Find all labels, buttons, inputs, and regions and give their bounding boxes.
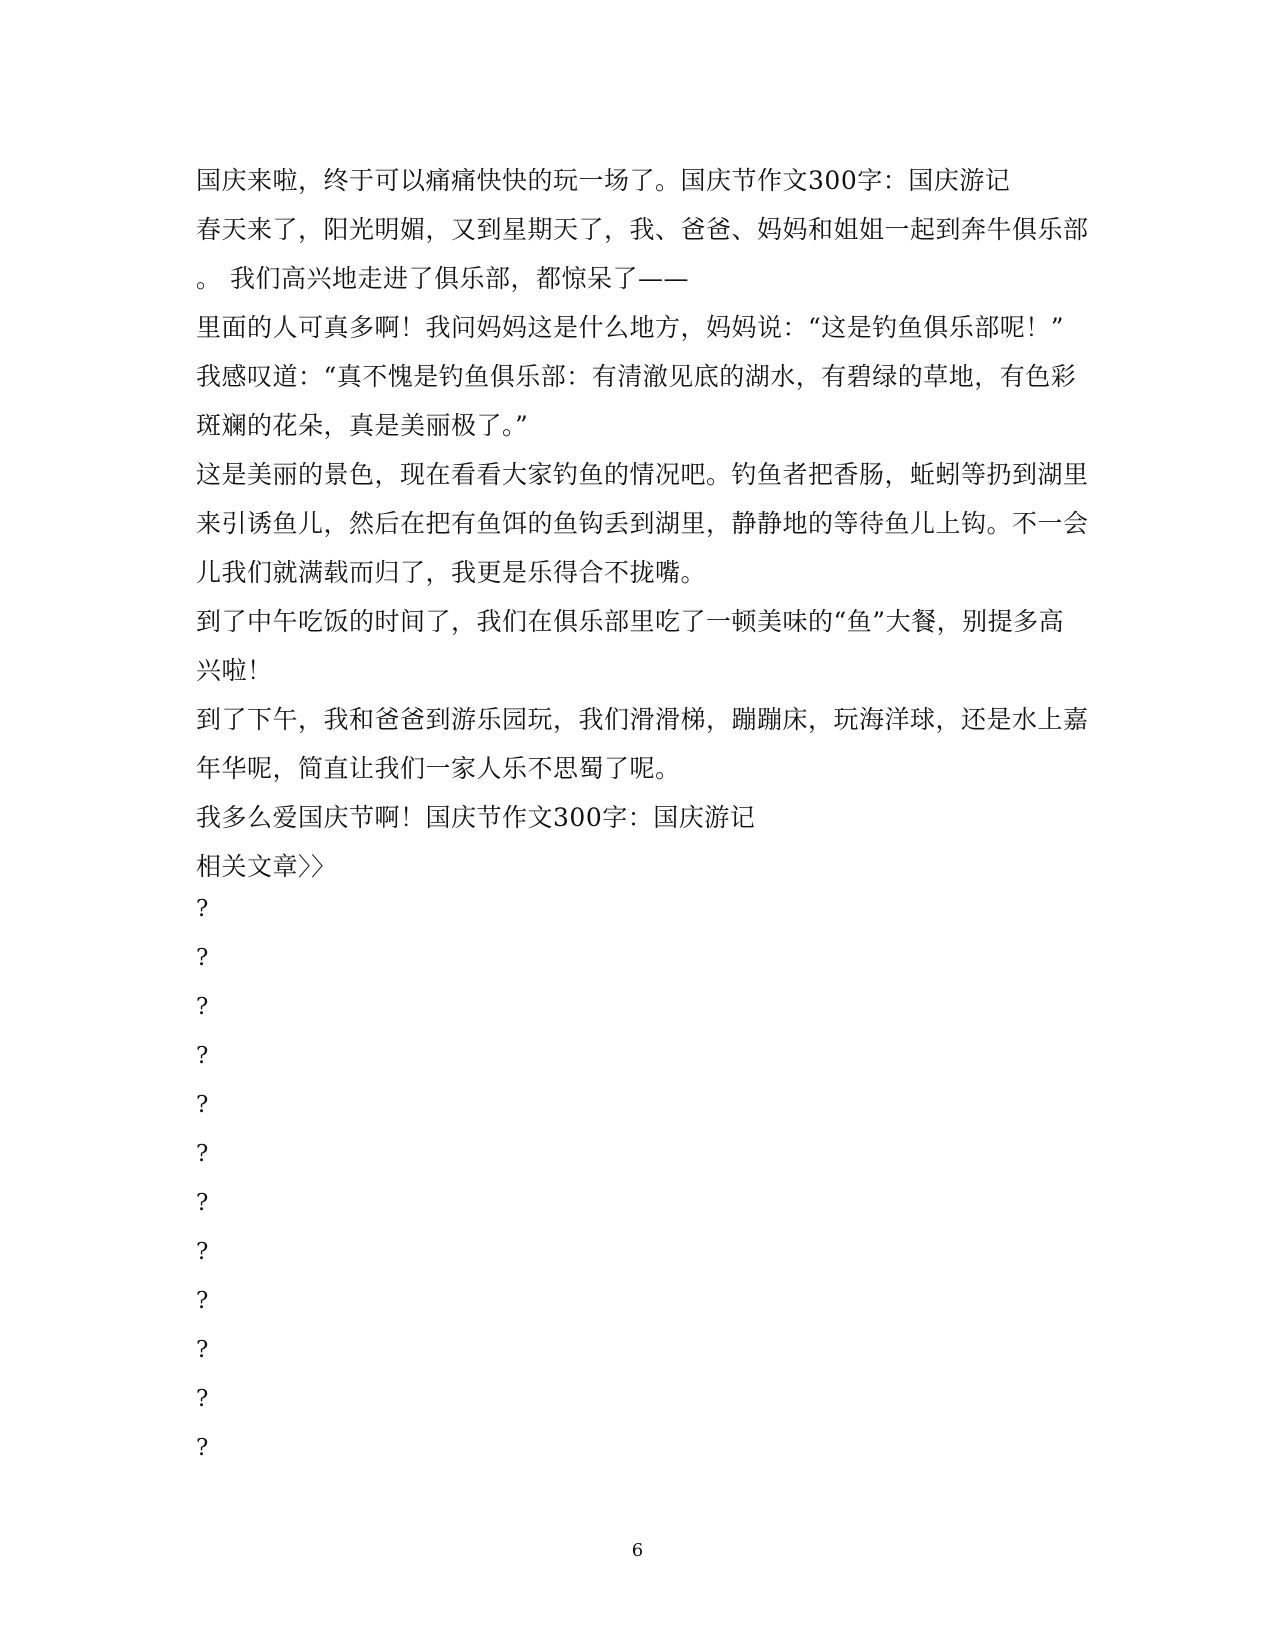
text-line: 我感叹道：“真不愧是钓鱼俱乐部：有清澈见底的湖水，有碧绿的草地，有色彩 <box>196 362 1077 391</box>
text-line: 斑斓的花朵，真是美丽极了。” <box>196 411 529 440</box>
text-line: 我多么爱国庆节啊！国庆节作文300字：国庆游记 <box>196 803 756 832</box>
text-line: 国庆来啦，终于可以痛痛快快的玩一场了。国庆节作文300字：国庆游记 <box>196 166 1011 195</box>
related-article-item[interactable]: ? <box>196 1435 209 1461</box>
text-line: 里面的人可真多啊！我问妈妈这是什么地方，妈妈说：“这是钓鱼俱乐部呢！” <box>196 313 1065 342</box>
related-article-item[interactable]: ? <box>196 1239 209 1265</box>
text-line: 年华呢，简直让我们一家人乐不思蜀了呢。 <box>196 754 681 783</box>
related-article-item[interactable]: ? <box>196 1092 209 1118</box>
related-article-item[interactable]: ? <box>196 1288 209 1314</box>
related-article-item[interactable]: ? <box>196 1190 209 1216</box>
text-line: 儿我们就满载而归了，我更是乐得合不拢嘴。 <box>196 558 707 587</box>
text-line: 到了中午吃饭的时间了，我们在俱乐部里吃了一顿美味的“鱼”大餐，别提多高 <box>196 607 1065 636</box>
related-article-item[interactable]: ? <box>196 945 209 971</box>
related-articles-heading: 相关文章〉〉 <box>196 852 337 881</box>
related-article-item[interactable]: ? <box>196 1043 209 1069</box>
related-articles-list <box>196 885 296 1473</box>
article-body <box>196 156 1089 891</box>
related-article-item[interactable]: ? <box>196 1337 209 1363</box>
related-article-item[interactable]: ? <box>196 1386 209 1412</box>
text-line: 兴啦！ <box>196 656 273 685</box>
text-line: 到了下午，我和爸爸到游乐园玩，我们滑滑梯，蹦蹦床，玩海洋球，还是水上嘉 <box>196 705 1089 734</box>
related-article-item[interactable]: ? <box>196 1141 209 1167</box>
related-article-item[interactable]: ? <box>196 994 209 1020</box>
related-article-item[interactable]: ? <box>196 896 209 922</box>
text-line: 。 我们高兴地走进了俱乐部，都惊呆了—— <box>196 264 689 293</box>
page-number: 6 <box>631 1540 644 1561</box>
text-line: 这是美丽的景色，现在看看大家钓鱼的情况吧。钓鱼者把香肠，蚯蚓等扔到湖里 <box>196 460 1089 489</box>
text-line: 春天来了，阳光明媚，又到星期天了，我、爸爸、妈妈和姐姐一起到奔牛俱乐部 <box>196 215 1089 244</box>
text-line: 来引诱鱼儿，然后在把有鱼饵的鱼钩丢到湖里，静静地的等待鱼儿上钩。不一会 <box>196 509 1089 538</box>
